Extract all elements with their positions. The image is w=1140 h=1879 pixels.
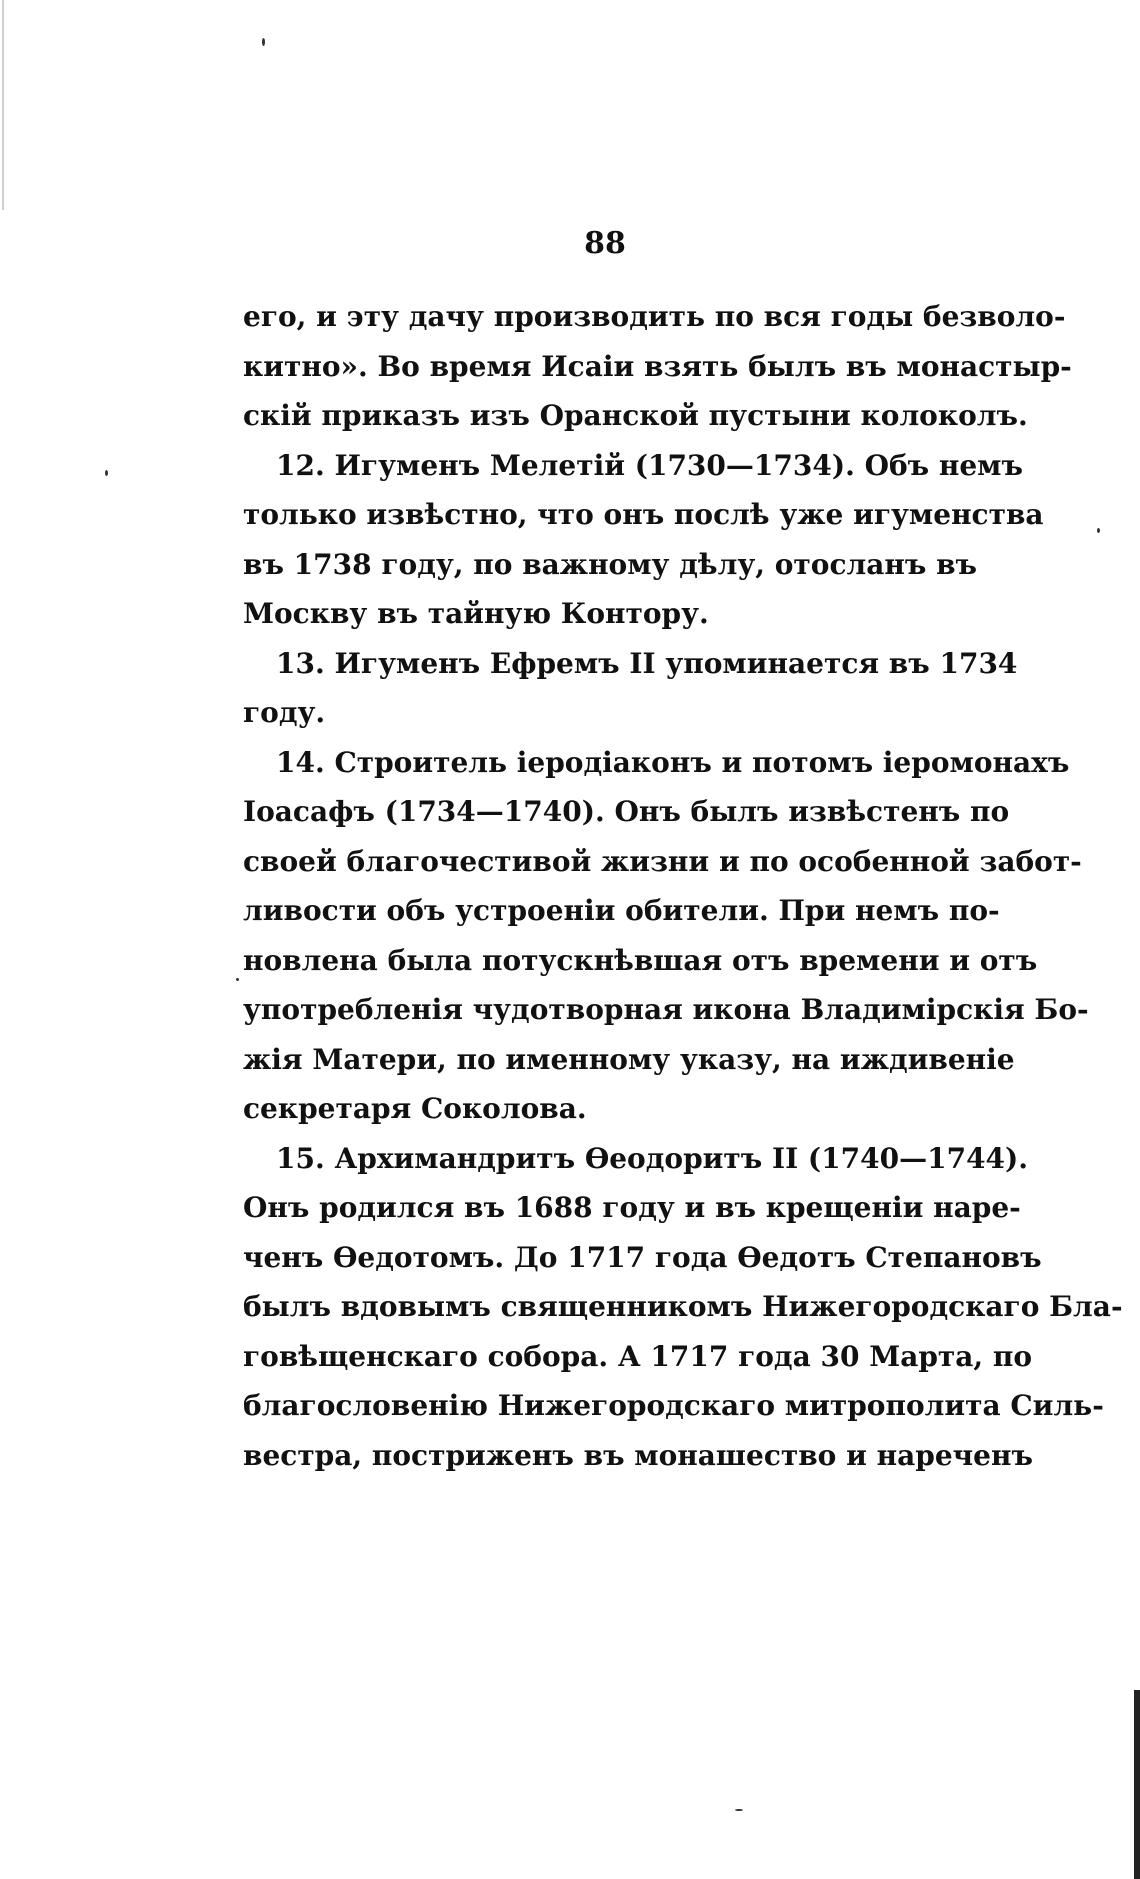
scan-speck (105, 470, 108, 476)
text-line: говѣщенскаго собора. А 1717 года 30 Марта, по (243, 1339, 1033, 1373)
text-line: Москву въ тайную Контору. (243, 597, 709, 630)
text-line: скій приказъ изъ Оранской пустыни колоколъ. (243, 399, 1028, 432)
text-line: году. (243, 696, 326, 729)
text-line: Онъ родился въ 1688 году и въ крещеніи наре- (243, 1191, 1021, 1224)
text-line: только извѣстно, что онъ послѣ уже игуменства (243, 498, 1044, 531)
scan-edge-mark (2, 0, 4, 210)
text-line: вестра, постриженъ въ монашество и нареченъ (243, 1438, 1033, 1472)
text-line: китно». Во время Исаіи взять былъ въ монастыр- (243, 349, 1072, 383)
text-line: жія Матери, по именному указу, на иждивеніе (243, 1042, 1015, 1076)
text-line: 15. Архимандритъ Ѳеодоритъ II (1740—1744). (276, 1141, 1029, 1175)
text-line: новлена была потускнѣвшая отъ времени и отъ (243, 943, 1038, 977)
text-line: 12. Игуменъ Мелетій (1730—1734). Объ немъ (276, 448, 1023, 482)
text-line: своей благочестивой жизни и по особенной забот- (243, 844, 1082, 878)
scan-speck (236, 978, 239, 981)
text-line: 14. Строитель іеродіаконъ и потомъ іеромонахъ (276, 745, 1070, 779)
text-line: употребленія чудотворная икона Владимірскія Бо- (243, 993, 1089, 1026)
text-line: благословенію Нижегородскаго митрополита Силь- (243, 1389, 1104, 1422)
scan-speck (1097, 528, 1100, 533)
scan-edge-shadow (1134, 1690, 1140, 1879)
text-line: былъ вдовымъ священникомъ Нижегородскаго Бла- (243, 1290, 1123, 1323)
text-line: секретаря Соколова. (243, 1092, 587, 1125)
text-line: 13. Игуменъ Ефремъ II упоминается въ 1734 (276, 646, 1018, 680)
text-line: въ 1738 году, по важному дѣлу, отосланъ въ (243, 547, 978, 581)
text-line: ченъ Ѳедотомъ. До 1717 года Ѳедотъ Степановъ (243, 1240, 1042, 1274)
body-text (243, 292, 1123, 1480)
page-number: 88 (584, 226, 626, 261)
text-line: его, и эту дачу производить по вся годы безволо- (243, 300, 1066, 333)
scan-speck (262, 38, 265, 46)
text-line: Іоасафъ (1734—1740). Онъ былъ извѣстенъ по (243, 795, 1010, 828)
text-line: ливости объ устроеніи обители. При немъ по- (243, 894, 1000, 927)
scan-speck (735, 1809, 743, 1811)
